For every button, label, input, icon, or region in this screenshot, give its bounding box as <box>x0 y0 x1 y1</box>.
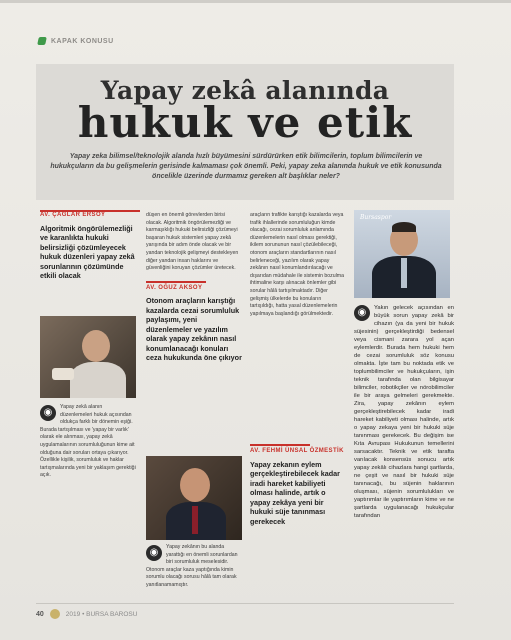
column-2-body <box>146 544 242 596</box>
page-footer <box>36 609 137 619</box>
callout-col1: Algoritmik öngörülemezliği ve karanlıkta hukuki belirsizliği çözümleyecek hukuk düzenleri yapay zekâ sorunlarının çözümünde etkili olacak <box>40 223 135 281</box>
column-4-body <box>354 304 454 594</box>
author-photo-oguz-aksoy <box>146 456 242 540</box>
body-right: Yakın gelecek açısından en büyük sorun yapay zekâ bir cihazın (ya da yeni bir hukuk süjesinin) gerçekleştirdiği bedensel veya cismani zarara yol açan eylemlerdir. Burada hem hukuki hem de cezai sorumluluk söz konusu olmakta. İşte tam bu noktada etik ve toplumbilimciler ve hukukçuların, işin teknik tarafında olan bilgisayar bilimciler, robotikçiler ve nörobilimciler ile bir araya gelmeleri gerekmekte. Zira, yapay zekânın eylem gerçekleştirebilecek kadar iradi hareket kabiliyeti olması halinde, artık o yapay zekaya yeni bir hukuki süje tanınması gerekecek. Bu değişim ise Kıta Avrupası Hukukunun temellerini sarsacaktır. Teknik ve etik tarafta varılacak konsensüs sonucu artık yapay zekâlı cihazlara hangi şartlarda, ne çeşit ve nasıl bir hukuki süje tanınacağı, bu süjenin haklarının oluşması, süjenin sorumlulukları ve yaptırımlar ile yaptırımların kime ve ne şartlarda uygulanacağı hukukçular tarafından <box>354 305 454 519</box>
quote-icon: ◉ <box>354 305 370 321</box>
footer-issue: 2019 • BURSA BAROSU <box>65 610 138 618</box>
callout-col2: Otonom araçların karıştığı kazalarda cezai sorumluluk paylaşımı, yeni düzenlemeler ve yazılım olarak yapay zekânın nasıl konumlanacağı konuları ceza hukukunda öne çıkıyor <box>146 296 242 363</box>
byline-oguz-aksoy: AV. OĞUZ AKSOY <box>146 284 203 291</box>
footer-rule <box>36 603 454 604</box>
section-tag-icon <box>37 37 47 45</box>
section-tag <box>38 36 114 46</box>
article-title-line1: Yapay zekâ alanında <box>100 76 390 105</box>
body-col1: Yapay zekâ alanın düzenlemeleri hukuk açısından oldukça farklı bir dönemin eşiği. Burada tartışılması ve 'yapay bir varlık' olarak ele alınması, yapay zekâ uygulamalarının sorumluluğunun kime ait olduğuna dair soruları ortaya çıkarıyor. Özellikle kişilik, sorumluluk ve haklar tartışmalarında yeni bir yaklaşım gerektiği açık. <box>40 404 136 479</box>
article-title-line2: hukuk ve etik <box>77 98 413 147</box>
accent-line-col3 <box>250 444 310 446</box>
quote-icon: ◉ <box>40 405 56 421</box>
body-col3-top: araçların trafikte karıştığı kazalarda veya trafik ihlallerinde sorumluluğun kimde olacağı, cezai sorumluluk anlamında düzenlemelerin nasıl olması gerektiği, ikilem sorununun nasıl çözülebileceği, otonom araçların standartlarının nasıl belirleneceği, yazılım olarak yapay zekânın nasıl konumlandırılacağı ve dışarıdan müdahale ile sistemin bozulma ihtimaline karşı alınacak önlemler gibi sorular hâlâ tartışılmaktadır. Diğer gelişmiş ülkelerde bu konuların tartışıldığı, hatta yasal düzenlemelerin yapılmaya başlandığı görülmektedir. <box>250 212 345 317</box>
author-photo-caglar-ersoy <box>40 316 136 398</box>
author-photo-tv <box>354 210 450 298</box>
tv-label: Bursaspor <box>360 214 392 221</box>
column-3 <box>250 212 346 438</box>
footer-logo-icon <box>50 609 60 619</box>
top-rule <box>0 0 511 3</box>
section-tag-label: KAPAK KONUSU <box>51 37 114 45</box>
column-1-body <box>40 404 136 594</box>
byline-fehmi-unsal-ozmestik: AV. FEHMİ ÜNSAL ÖZMESTİK <box>250 448 344 454</box>
byline-caglar-ersoy: AV. ÇAĞLAR ERSOY <box>40 212 106 218</box>
quote-icon: ◉ <box>146 545 162 561</box>
column-3-lower <box>250 444 346 594</box>
body-col2-lead: düşen en önemli görevlerden birisi olacak. Algoritmik öngörülemezliği ve karmaşıklığı hukuki belirsizliği çözümeyi başaran hukuk sistemleri yapay zekâ yarışında bir adım önde olacak ve bir yandan teknolojik gelişmeyi destekleyen diğer yandan insan haklarını ve güvenliğini koruyan çözümler üretecek. <box>146 212 239 272</box>
callout-col3: Yapay zekanın eylem gerçekleştirebilecek kadar iradi hareket kabiliyeti olması halinde, artık o yapay zekâya yeni bir hukuki süje tanınması gerekecek <box>250 459 340 526</box>
page-number: 40 <box>36 610 44 618</box>
accent-line-col2 <box>146 281 206 283</box>
body-col2: Yapay zekânın bu alanda yarattığı en önemli sorunlardan biri sorumluluk meselesidir. Otonom araçlar kaza yaptığında kimin sorumlu olacağı sorusu hâlâ tam olarak yanıtlanamamıştır. <box>146 544 238 588</box>
article-intro: Yapay zeka bilimsel/teknolojik alanda hızlı büyümesini sürdürürken etik bilimcilerin, toplum bilimcilerin ve hukukçuların da bu gelişmelerin gerisinde kalmaması çok önemli. Peki, yapay zeka alanında hukuk ve etik konusunda öncelikle üzerinde durmamız gereken alt başlıklar neler? <box>50 153 442 180</box>
